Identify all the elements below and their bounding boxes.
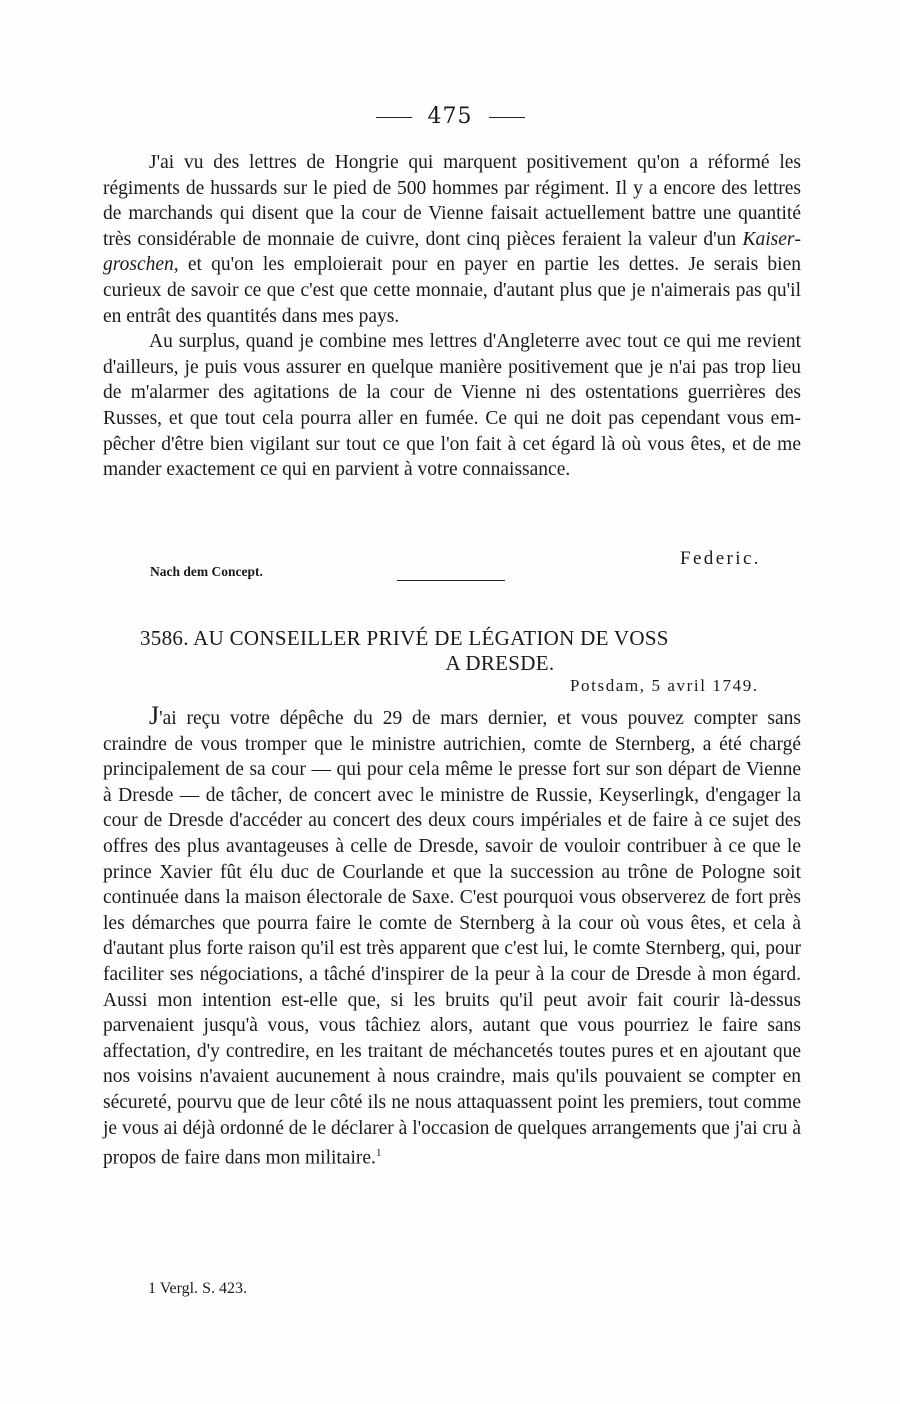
italic-term: Kaisergroschen, (103, 228, 801, 276)
dateline: Potsdam, 5 avril 1749. (570, 676, 759, 695)
heading-line-1: 3586. AU CONSEILLER PRIVÉ DE LÉGATION DE VOSS (140, 626, 669, 650)
folio-dash-right (489, 117, 525, 118)
paragraph: J'ai reçu votre dépêche du 29 de mars dernier, et vous pouvez compter sans craindre de vous tromper que le ministre autrichien, comte de Sternberg, a été chargé principalement de sa cour — qui pour cela même le presse fort sur son départ de Vienne à Dresde — de tâcher, de concert avec le ministre de Russie, Keyserlingk, d'engager la cour de Dresde d'accéder au concert des deux cours impériales et de faire à ce sujet des offres des plus avantageuses à celle de Dresde, savoir de vouloir contribuer à ce que le prince Xavier fût élu duc de Courlande et que la succession au trône de Pologne soit continuée dans la maison électorale de Saxe. C'est pourquoi vous observerez de fort près les démarches que pourra faire le comte de Sternberg à la cour où vous êtes, et cela à d'autant plus forte raison qu'il est très apparent que c'est lui, le comte Sternberg, qui, pour faciliter ses négociations, a tâché d'inspirer de la peur à la cour de Dresde à mon égard. Aussi mon intention est-elle que, si les bruits qu'il peut avoir fait courir là-dessus parvenaient jusqu'à vous, vous tâchiez alors, autant que vous pourriez le faire sans affectation, d'y contredire, en les traitant de méchancetés toutes pures et en ajoutant que nos voisins n'avaient aucunement à nous craindre, mais qu'ils pouvaient se compter en sécureté, pourvu que de leur côté ils ne nous attaquassent point les premiers, tout comme je vous ai déjà ordonné de le déclarer à l'occasion de quelques arrangements que j'ai cru à propos de faire dans mon militaire.$^1$ (103, 701, 801, 1169)
footnote-marker: 1 (375, 1147, 382, 1160)
page-number: 475 (0, 104, 900, 129)
paragraph: Au surplus, quand je combine mes lettres d'Angleterre avec tout ce qui me revient d'ailleurs, je puis vous assurer en quelque manière positivement que je n'ai pas trop lieu de m'alarmer des agitations de la cour de Vienne ni des ostentations guerrières des Russes, et que tout cela pourra aller en fumée. Ce qui ne doit pas cependant vous empêcher d'être bien vigilant sur tout ce que l'on fait à cet égard là où vous êtes, et de me mander exactement ce qui en parvient à votre connaissance. (103, 331, 801, 481)
folio-dash-left (376, 117, 412, 118)
section-divider (397, 580, 505, 581)
initial-letter: J (149, 701, 160, 730)
letter-3586-body (103, 703, 801, 1171)
footnote: 1 Vergl. S. 423. (148, 1280, 247, 1297)
heading-line-2: A DRESDE. (445, 651, 555, 675)
paragraph: J'ai vu des lettres de Hongrie qui marquent positivement qu'on a réformé les régiments de hussards sur le pied de 500 hommes par régiment. Il y a encore des lettres de marchands qui disent que la cour de Vienne faisait actuellement battre une quantité très considérable de monnaie de cuivre, dont cinq pièces feraient la valeur d'un Kaisergroschen, et qu'on les emploierait pour en payer en partie les dettes. Je serais bien curieux de savoir ce que c'est que cette monnaie, d'autant plus que je n'aimerais pas qu'il en entrât des quantités dans mes pays. (103, 152, 801, 327)
letter-3585-body (103, 150, 801, 483)
letter-heading (140, 626, 780, 676)
signature: Federic. (680, 548, 761, 569)
source-note: Nach dem Concept. (150, 564, 263, 579)
